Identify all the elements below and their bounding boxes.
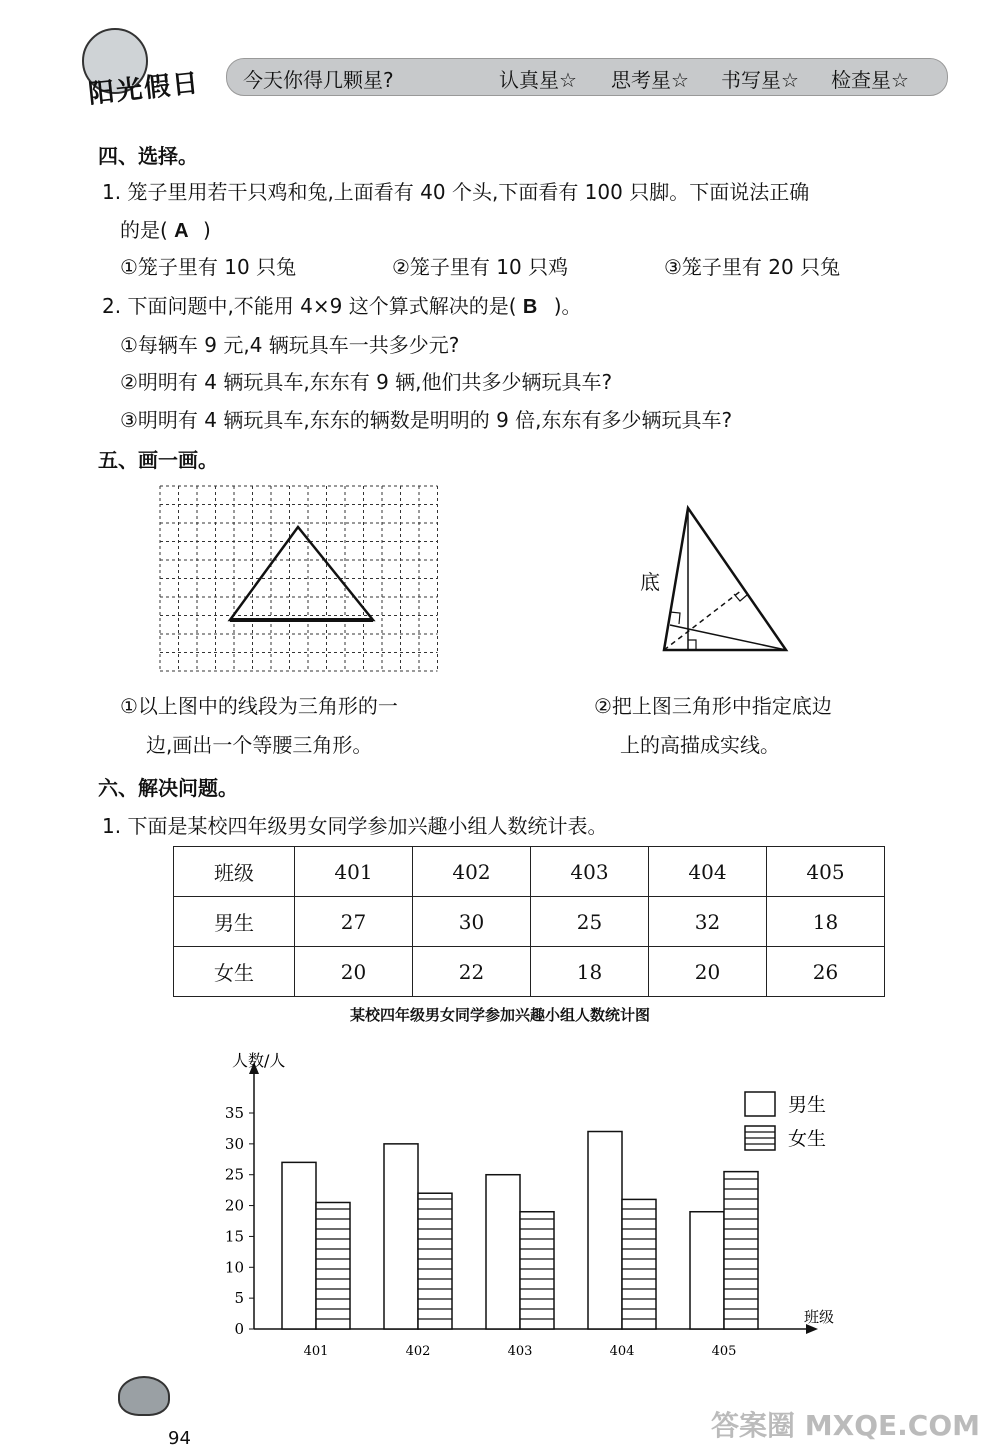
q1-line1: 1. 笼子里用若干只鸡和兔,上面看有 40 个头,下面看有 100 只脚。下面说法正确 bbox=[102, 180, 810, 204]
chart-title: 某校四年级男女同学参加兴趣小组人数统计图 bbox=[349, 1006, 650, 1024]
table-cell: 男生 bbox=[174, 897, 295, 947]
legend-label: 女生 bbox=[788, 1128, 827, 1150]
table-cell: 26 bbox=[767, 947, 885, 997]
q1-line2: 的是( A ) bbox=[120, 218, 211, 242]
q2-option: ②明明有 4 辆玩具车,东东有 9 辆,他们共多少辆玩具车? bbox=[120, 370, 613, 394]
y-tick-label: 20 bbox=[224, 1196, 244, 1215]
section5-title: 五、画一画。 bbox=[98, 448, 218, 472]
logo-text: 阳光假日 bbox=[87, 68, 202, 110]
bar-girls bbox=[724, 1172, 758, 1329]
table-row bbox=[174, 847, 885, 897]
x-tick-label: 405 bbox=[711, 1344, 737, 1359]
bar-boys bbox=[282, 1162, 316, 1329]
bar-boys bbox=[690, 1212, 724, 1329]
q2-option: ①每辆车 9 元,4 辆玩具车一共多少元? bbox=[120, 333, 460, 357]
table-cell: 404 bbox=[649, 847, 767, 897]
table-row bbox=[174, 897, 885, 947]
x-tick-label: 403 bbox=[507, 1344, 533, 1359]
table-cell: 18 bbox=[767, 897, 885, 947]
x-tick-label: 401 bbox=[303, 1344, 329, 1359]
base-label: 底 bbox=[640, 570, 660, 594]
star-item: 思考星☆ bbox=[611, 68, 689, 92]
q1-option: ①笼子里有 10 只兔 bbox=[120, 255, 297, 279]
y-tick-label: 10 bbox=[224, 1258, 244, 1277]
q2-option: ③明明有 4 辆玩具车,东东的辆数是明明的 9 倍,东东有多少辆玩具车? bbox=[120, 408, 733, 432]
q1-answer: A bbox=[174, 220, 189, 242]
q1-option: ②笼子里有 10 只鸡 bbox=[392, 255, 569, 279]
draw-task2-line2: 上的高描成实线。 bbox=[620, 733, 780, 757]
y-tick-label: 30 bbox=[224, 1134, 244, 1153]
section4-title: 四、选择。 bbox=[98, 144, 198, 168]
y-tick-label: 35 bbox=[224, 1104, 244, 1122]
section6-title: 六、解决问题。 bbox=[98, 776, 238, 800]
table-cell: 30 bbox=[413, 897, 531, 947]
table-cell: 32 bbox=[649, 897, 767, 947]
q6-1-text: 1. 下面是某校四年级男女同学参加兴趣小组人数统计表。 bbox=[102, 814, 608, 838]
star-item: 书写星☆ bbox=[721, 68, 799, 92]
banner-prompt: 今天你得几颗星? bbox=[243, 68, 394, 92]
star-item: 认真星☆ bbox=[499, 68, 577, 92]
draw-task2-line1: ②把上图三角形中指定底边 bbox=[594, 694, 832, 718]
isosceles-triangle bbox=[230, 527, 373, 620]
x-axis-label: 班级 bbox=[804, 1308, 835, 1326]
table-row bbox=[174, 947, 885, 997]
legend-swatch bbox=[745, 1092, 775, 1116]
table-cell: 18 bbox=[531, 947, 649, 997]
y-tick-label: 15 bbox=[224, 1227, 244, 1246]
y-tick-label: 5 bbox=[234, 1289, 244, 1308]
y-tick-label: 25 bbox=[224, 1165, 244, 1184]
star-item: 检查星☆ bbox=[831, 68, 909, 92]
draw-task1-line2: 边,画出一个等腰三角形。 bbox=[146, 733, 373, 757]
table-cell: 405 bbox=[767, 847, 885, 897]
table-cell: 403 bbox=[531, 847, 649, 897]
dot-grid-figure bbox=[150, 478, 450, 674]
table-cell: 20 bbox=[649, 947, 767, 997]
q1-option: ③笼子里有 20 只兔 bbox=[664, 255, 841, 279]
frog-mascot-icon bbox=[118, 1376, 170, 1416]
bar-girls bbox=[316, 1202, 350, 1329]
y-axis-label: 人数/人 bbox=[232, 1051, 286, 1070]
star-banner bbox=[226, 58, 948, 96]
watermark-logo: 答案圈 MXQE.COM bbox=[711, 1409, 980, 1442]
bar-boys bbox=[384, 1144, 418, 1329]
y-tick-label: 0 bbox=[234, 1320, 244, 1338]
table-cell: 401 bbox=[295, 847, 413, 897]
draw-task1-line1: ①以上图中的线段为三角形的一 bbox=[120, 694, 398, 718]
table-cell: 402 bbox=[413, 847, 531, 897]
bar-chart bbox=[200, 1040, 860, 1370]
table-cell: 25 bbox=[531, 897, 649, 947]
table-cell: 班级 bbox=[174, 847, 295, 897]
q2-answer: B bbox=[522, 296, 538, 318]
stats-table bbox=[173, 846, 885, 997]
table-cell: 女生 bbox=[174, 947, 295, 997]
table-cell: 27 bbox=[295, 897, 413, 947]
page-number: 94 bbox=[168, 1428, 191, 1449]
bar-boys bbox=[486, 1175, 520, 1329]
x-tick-label: 404 bbox=[609, 1344, 635, 1359]
bar-boys bbox=[588, 1132, 622, 1329]
legend-label: 男生 bbox=[788, 1094, 827, 1116]
table-cell: 20 bbox=[295, 947, 413, 997]
x-tick-label: 402 bbox=[405, 1344, 431, 1359]
table-cell: 22 bbox=[413, 947, 531, 997]
q2-line: 2. 下面问题中,不能用 4×9 这个算式解决的是( B )。 bbox=[102, 294, 582, 318]
